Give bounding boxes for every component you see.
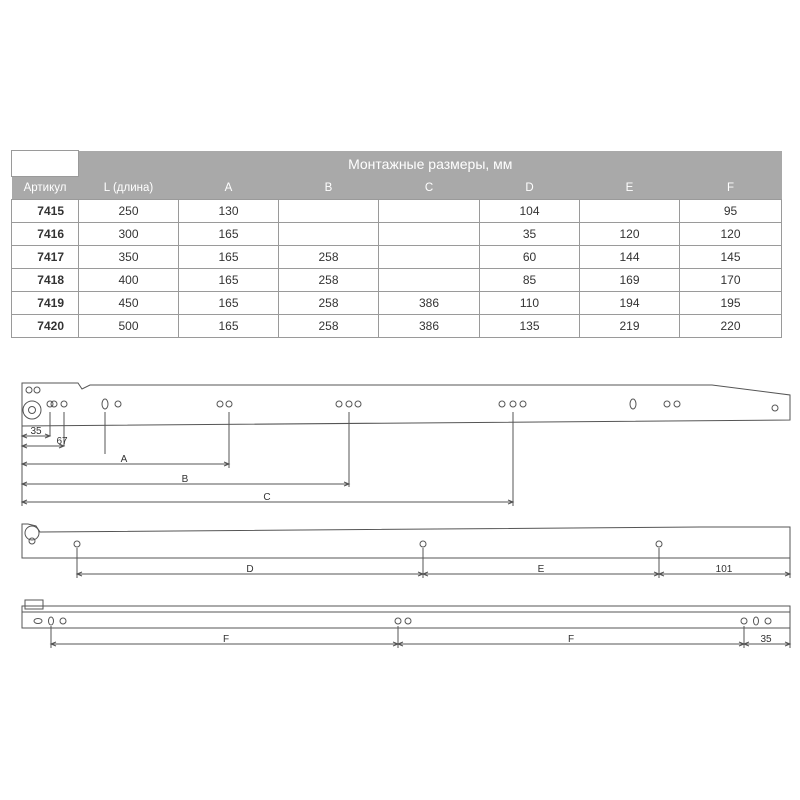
dimension-label-e: E [537, 564, 545, 575]
dimension-cell: 95 [680, 200, 782, 223]
article-cell: 7419 [12, 292, 79, 315]
rail-hole [115, 401, 121, 407]
dimension-cell: 120 [580, 223, 680, 246]
dimension-label-35-end: 35 [760, 634, 772, 645]
column-header: D [480, 177, 580, 200]
dimension-cell: 145 [680, 246, 782, 269]
middle-rail-outline [22, 524, 790, 558]
column-header: B [279, 177, 379, 200]
dimension-label-c: C [263, 492, 271, 503]
column-header: F [680, 177, 782, 200]
rail-hole [765, 618, 771, 624]
dimension-cell: 258 [279, 315, 379, 338]
rail-slot [630, 399, 636, 409]
dimension-cell: 258 [279, 269, 379, 292]
dimension-cell: 386 [379, 292, 480, 315]
rail-hole [664, 401, 670, 407]
rail-hole [520, 401, 526, 407]
rail-hole [336, 401, 342, 407]
dimension-cell: 219 [580, 315, 680, 338]
dimension-cell: 110 [480, 292, 580, 315]
dimension-label-d: D [246, 564, 254, 575]
dimension-label-35: 35 [30, 426, 42, 437]
dimension-cell: 220 [680, 315, 782, 338]
top-rail-outline [22, 383, 790, 426]
dimension-cell: 165 [179, 223, 279, 246]
rail-hole [656, 541, 662, 547]
dimension-arrows [22, 434, 790, 646]
dimension-cell: 135 [480, 315, 580, 338]
dimension-cell: 130 [179, 200, 279, 223]
rail-hole [29, 538, 35, 544]
article-cell: 7416 [12, 223, 79, 246]
rail-hole [60, 618, 66, 624]
roller-hub [29, 407, 36, 414]
dimension-cell: 350 [79, 246, 179, 269]
dimension-cell: 165 [179, 292, 279, 315]
dimension-cell: 170 [680, 269, 782, 292]
dimension-label-a: A [120, 454, 128, 465]
top-rail [22, 383, 790, 506]
rail-hole [226, 401, 232, 407]
article-cell: 7420 [12, 315, 79, 338]
rail-slot [34, 619, 42, 624]
dimension-cell: 250 [79, 200, 179, 223]
dimension-cell: 450 [79, 292, 179, 315]
rail-hole [772, 405, 778, 411]
dimension-cell: 169 [580, 269, 680, 292]
dimension-label-f-left: F [222, 634, 230, 645]
dimension-cell: 386 [379, 315, 480, 338]
dimension-cell: 60 [480, 246, 580, 269]
article-cell: 7418 [12, 269, 79, 292]
bottom-rail [22, 600, 790, 648]
rail-hole [74, 541, 80, 547]
dimension-label-101: 101 [715, 564, 733, 575]
dimension-cell: 194 [580, 292, 680, 315]
dimension-cell: 120 [680, 223, 782, 246]
article-cell: 7417 [12, 246, 79, 269]
end-cap [25, 600, 43, 609]
table-title: Монтажные размеры, мм [79, 151, 782, 177]
dimension-cell: 400 [79, 269, 179, 292]
dimension-cell: 104 [480, 200, 580, 223]
rail-hole [217, 401, 223, 407]
dimension-cell: 258 [279, 246, 379, 269]
column-header: E [580, 177, 680, 200]
rail-hole [510, 401, 516, 407]
middle-rail [22, 524, 790, 578]
rail-hole [499, 401, 505, 407]
column-header: A [179, 177, 279, 200]
dimension-label-f-right: F [567, 634, 575, 645]
rail-hole [741, 618, 747, 624]
dimension-cell: 300 [79, 223, 179, 246]
dimension-label-b: B [181, 474, 189, 485]
dimension-cell: 85 [480, 269, 580, 292]
column-header: L (длина) [79, 177, 179, 200]
dimension-label-67: 67 [56, 436, 68, 447]
rail-hole [346, 401, 352, 407]
rail-hole [26, 387, 32, 393]
rail-hole [395, 618, 401, 624]
column-header: Артикул [12, 177, 79, 200]
rail-hole [420, 541, 426, 547]
dimension-cell: 195 [680, 292, 782, 315]
rail-slot [754, 617, 759, 625]
dimension-cell: 165 [179, 246, 279, 269]
rail-hole [405, 618, 411, 624]
rail-hole [674, 401, 680, 407]
roller-wheel [23, 401, 41, 419]
dimension-cell: 144 [580, 246, 680, 269]
dimension-cell: 165 [179, 269, 279, 292]
rail-hole [61, 401, 67, 407]
rail-slot [102, 399, 108, 409]
dimension-cell: 35 [480, 223, 580, 246]
rail-hole [355, 401, 361, 407]
rail-slot [49, 617, 54, 625]
bottom-rail-outline [22, 606, 790, 628]
dimension-cell: 258 [279, 292, 379, 315]
column-header: C [379, 177, 480, 200]
dimension-cell: 165 [179, 315, 279, 338]
dimension-cell: 500 [79, 315, 179, 338]
article-cell: 7415 [12, 200, 79, 223]
rail-hole [51, 401, 57, 407]
rail-hole [34, 387, 40, 393]
